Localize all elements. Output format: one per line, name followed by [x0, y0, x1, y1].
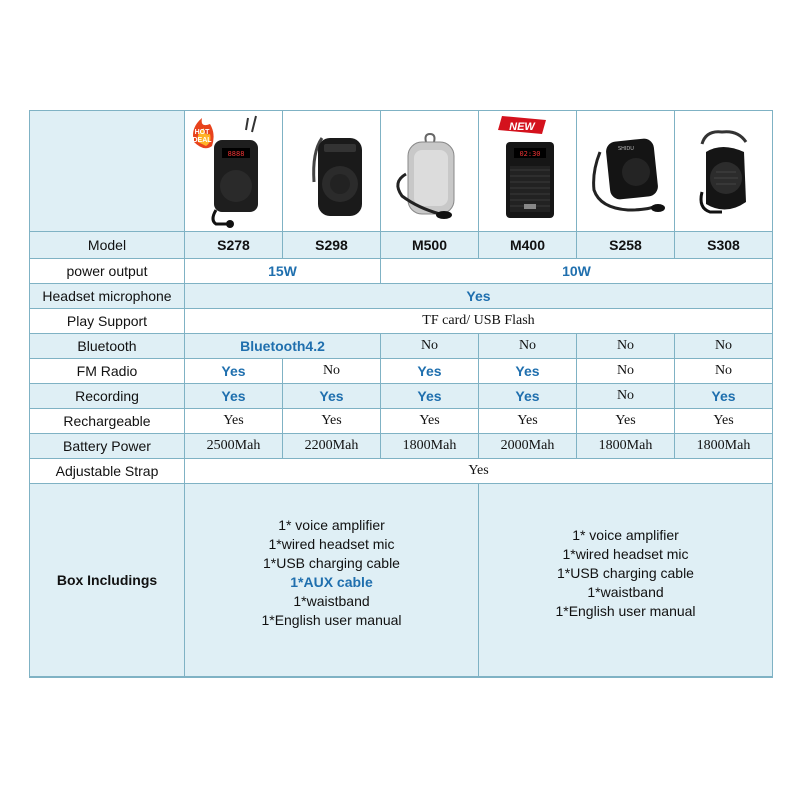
model-s278: S278	[185, 232, 283, 259]
row-label-fm-radio: FM Radio	[30, 359, 185, 384]
power-output-group1: 15W	[185, 259, 381, 284]
row-label-rechargeable: Rechargeable	[30, 409, 185, 434]
rechargeable-s298: Yes	[283, 409, 381, 434]
row-label-play-support: Play Support	[30, 309, 185, 334]
product-image-s278	[185, 111, 283, 232]
rechargeable-m500: Yes	[381, 409, 479, 434]
play-support-value: TF card/ USB Flash	[185, 309, 773, 334]
svg-text:02:30: 02:30	[518, 149, 541, 158]
svg-text:SHIDU: SHIDU	[617, 145, 634, 152]
row-label-recording: Recording	[30, 384, 185, 409]
box-item: 1*English user manual	[261, 612, 402, 628]
svg-text:8888: 8888	[227, 149, 244, 158]
bluetooth-s278-s298: Bluetooth4.2	[185, 334, 381, 359]
hot-badge-line2: DEAL	[191, 136, 212, 144]
fm-radio-s278: Yes	[185, 359, 283, 384]
battery-power-s308: 1800Mah	[675, 434, 773, 459]
row-label-power-output: power output	[30, 259, 185, 284]
fm-radio-s308: No	[675, 359, 773, 384]
box-item: 1*wired headset mic	[562, 545, 689, 562]
corner-cell	[30, 111, 185, 232]
rechargeable-s278: Yes	[185, 409, 283, 434]
recording-m400: Yes	[479, 384, 577, 409]
amplifier-s258-icon	[578, 112, 674, 231]
box-list-group1	[261, 516, 401, 644]
model-s298: S298	[283, 232, 381, 259]
product-image-s258	[577, 111, 675, 232]
row-label-bluetooth: Bluetooth	[30, 334, 185, 359]
row-label-model: Model	[30, 232, 185, 259]
fm-radio-s298: No	[283, 359, 381, 384]
bluetooth-m400: No	[479, 334, 577, 359]
model-s258: S258	[577, 232, 675, 259]
row-label-adjustable-strap: Adjustable Strap	[30, 459, 185, 484]
box-item: 1*waistband	[293, 593, 370, 609]
model-s308: S308	[675, 232, 773, 259]
battery-power-s298: 2200Mah	[283, 434, 381, 459]
recording-m500: Yes	[381, 384, 479, 409]
new-badge: NEW	[508, 120, 535, 133]
fm-radio-m500: Yes	[381, 359, 479, 384]
headset-microphone-value: Yes	[185, 284, 773, 309]
row-label-box-includings: Box Includings	[30, 484, 185, 677]
recording-s308: Yes	[675, 384, 773, 409]
product-image-s298	[283, 111, 381, 232]
adjustable-strap-value: Yes	[185, 459, 773, 484]
box-item: 1*waistband	[587, 583, 664, 600]
amplifier-s278-icon	[186, 112, 282, 231]
box-item-aux-cable: 1*AUX cable	[290, 574, 373, 590]
product-image-m500	[381, 111, 479, 232]
rechargeable-s308: Yes	[675, 409, 773, 434]
fm-radio-m400: Yes	[479, 359, 577, 384]
bluetooth-s308: No	[675, 334, 773, 359]
box-item: 1*USB charging cable	[263, 555, 400, 571]
bluetooth-m500: No	[381, 334, 479, 359]
hot-badge-line1: HOT	[194, 128, 209, 136]
product-image-m400	[479, 111, 577, 232]
recording-s278: Yes	[185, 384, 283, 409]
amplifier-s298-icon	[284, 112, 380, 231]
battery-power-s258: 1800Mah	[577, 434, 675, 459]
comparison-table	[29, 110, 773, 678]
battery-power-s278: 2500Mah	[185, 434, 283, 459]
row-label-battery-power: Battery Power	[30, 434, 185, 459]
rechargeable-m400: Yes	[479, 409, 577, 434]
power-output-group2: 10W	[381, 259, 773, 284]
box-item: 1*USB charging cable	[557, 564, 694, 581]
amplifier-m500-icon	[382, 112, 478, 231]
recording-s298: Yes	[283, 384, 381, 409]
battery-power-m500: 1800Mah	[381, 434, 479, 459]
box-item: 1*wired headset mic	[268, 536, 395, 552]
box-item: 1* voice amplifier	[278, 517, 385, 533]
model-m400: M400	[479, 232, 577, 259]
battery-power-m400: 2000Mah	[479, 434, 577, 459]
amplifier-s308-icon	[676, 112, 772, 231]
rechargeable-s258: Yes	[577, 409, 675, 434]
box-includings-group1	[185, 484, 479, 677]
amplifier-m400-icon	[480, 112, 576, 231]
bluetooth-s258: No	[577, 334, 675, 359]
recording-s258: No	[577, 384, 675, 409]
row-label-headset-microphone: Headset microphone	[30, 284, 185, 309]
box-list-group2	[555, 526, 695, 635]
box-item: 1* voice amplifier	[572, 526, 679, 543]
model-m500: M500	[381, 232, 479, 259]
box-item: 1*English user manual	[555, 602, 696, 619]
product-image-s308	[675, 111, 773, 232]
box-includings-group2	[479, 484, 773, 677]
fm-radio-s258: No	[577, 359, 675, 384]
